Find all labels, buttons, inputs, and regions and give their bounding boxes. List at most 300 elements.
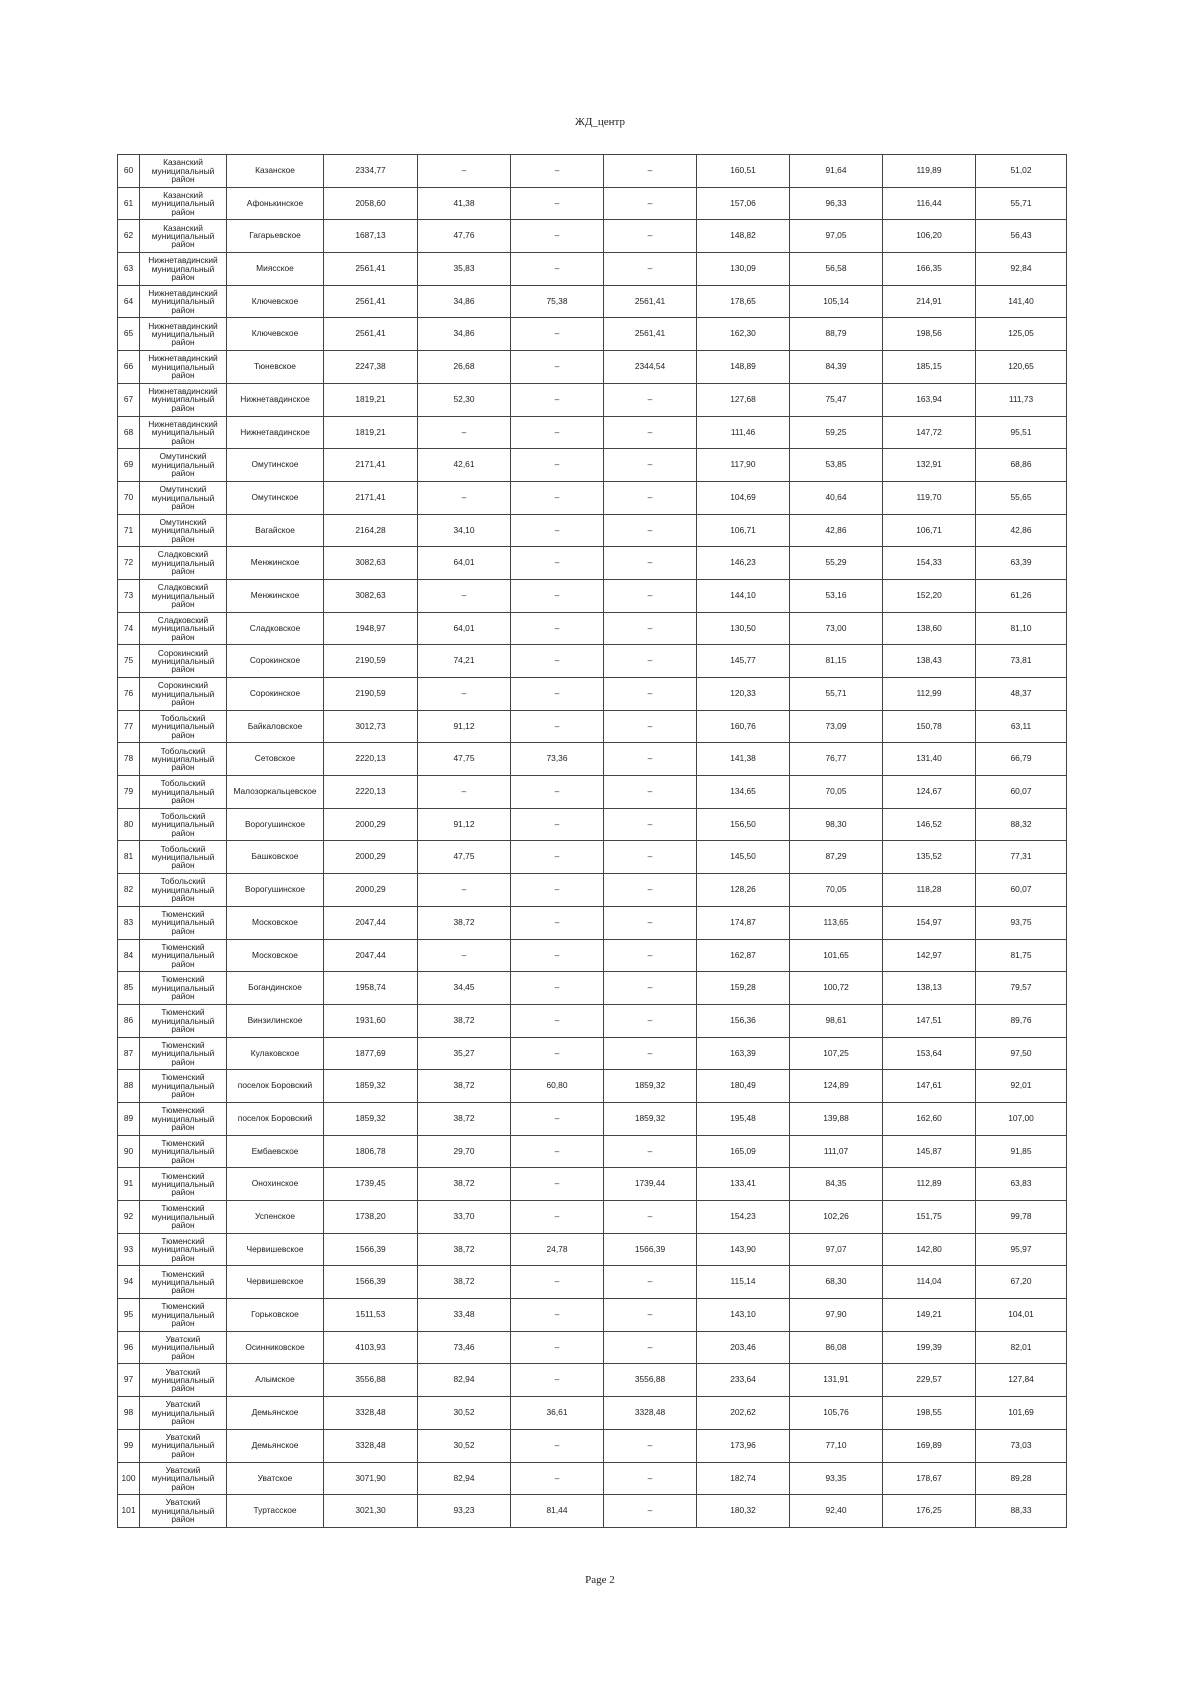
- value-cell: 101,69: [976, 1397, 1067, 1430]
- value-cell: –: [511, 220, 604, 253]
- value-cell: –: [511, 1135, 604, 1168]
- value-cell: –: [511, 710, 604, 743]
- value-cell: 115,14: [697, 1266, 790, 1299]
- row-number-cell: 88: [118, 1070, 140, 1103]
- value-cell: 143,10: [697, 1299, 790, 1332]
- value-cell: –: [511, 1429, 604, 1462]
- value-cell: 47,76: [418, 220, 511, 253]
- value-cell: 154,97: [883, 906, 976, 939]
- value-cell: 74,21: [418, 645, 511, 678]
- value-cell: 127,68: [697, 383, 790, 416]
- value-cell: 93,23: [418, 1495, 511, 1528]
- value-cell: 47,75: [418, 841, 511, 874]
- district-cell: Тюменский муниципальный район: [140, 1070, 227, 1103]
- value-cell: 2171,41: [324, 449, 418, 482]
- district-cell: Казанский муниципальный район: [140, 155, 227, 188]
- district-cell: Казанский муниципальный район: [140, 220, 227, 253]
- value-cell: 77,31: [976, 841, 1067, 874]
- value-cell: 132,91: [883, 449, 976, 482]
- row-number-cell: 95: [118, 1299, 140, 1332]
- value-cell: 42,86: [976, 514, 1067, 547]
- value-cell: 106,71: [697, 514, 790, 547]
- value-cell: 24,78: [511, 1233, 604, 1266]
- value-cell: 89,76: [976, 1004, 1067, 1037]
- value-cell: 1806,78: [324, 1135, 418, 1168]
- value-cell: 55,29: [790, 547, 883, 580]
- value-cell: 173,96: [697, 1429, 790, 1462]
- value-cell: 162,30: [697, 318, 790, 351]
- value-cell: 73,03: [976, 1429, 1067, 1462]
- value-cell: –: [604, 1037, 697, 1070]
- value-cell: 56,43: [976, 220, 1067, 253]
- row-number-cell: 79: [118, 776, 140, 809]
- settlement-cell: Менжинское: [227, 547, 324, 580]
- value-cell: 36,61: [511, 1397, 604, 1430]
- row-number-cell: 75: [118, 645, 140, 678]
- value-cell: 138,60: [883, 612, 976, 645]
- settlement-cell: Малозоркальцевское: [227, 776, 324, 809]
- value-cell: 81,10: [976, 612, 1067, 645]
- value-cell: 1566,39: [324, 1266, 418, 1299]
- district-cell: Тюменский муниципальный район: [140, 972, 227, 1005]
- value-cell: 113,65: [790, 906, 883, 939]
- value-cell: 149,21: [883, 1299, 976, 1332]
- row-number-cell: 99: [118, 1429, 140, 1462]
- value-cell: 67,20: [976, 1266, 1067, 1299]
- settlement-cell: Московское: [227, 906, 324, 939]
- value-cell: 91,85: [976, 1135, 1067, 1168]
- value-cell: –: [511, 253, 604, 286]
- value-cell: 82,94: [418, 1364, 511, 1397]
- row-number-cell: 98: [118, 1397, 140, 1430]
- value-cell: –: [418, 678, 511, 711]
- district-cell: Сорокинский муниципальный район: [140, 678, 227, 711]
- value-cell: –: [511, 547, 604, 580]
- row-number-cell: 93: [118, 1233, 140, 1266]
- value-cell: 33,70: [418, 1201, 511, 1234]
- value-cell: –: [418, 939, 511, 972]
- value-cell: –: [511, 514, 604, 547]
- value-cell: 88,79: [790, 318, 883, 351]
- settlement-cell: Нижнетавдинское: [227, 416, 324, 449]
- district-cell: Тюменский муниципальный район: [140, 1299, 227, 1332]
- value-cell: 1739,45: [324, 1168, 418, 1201]
- value-cell: 152,20: [883, 579, 976, 612]
- value-cell: –: [511, 383, 604, 416]
- value-cell: 38,72: [418, 1004, 511, 1037]
- value-cell: –: [604, 906, 697, 939]
- value-cell: 117,90: [697, 449, 790, 482]
- settlement-cell: Байкаловское: [227, 710, 324, 743]
- value-cell: 105,14: [790, 285, 883, 318]
- table-row: [118, 1397, 1067, 1430]
- value-cell: 156,50: [697, 808, 790, 841]
- value-cell: 73,36: [511, 743, 604, 776]
- district-cell: Нижнетавдинский муниципальный район: [140, 416, 227, 449]
- value-cell: 95,51: [976, 416, 1067, 449]
- value-cell: 29,70: [418, 1135, 511, 1168]
- district-cell: Тюменский муниципальный район: [140, 1233, 227, 1266]
- table-row: [118, 972, 1067, 1005]
- value-cell: –: [511, 645, 604, 678]
- table-row: [118, 416, 1067, 449]
- value-cell: –: [511, 1299, 604, 1332]
- value-cell: 34,45: [418, 972, 511, 1005]
- value-cell: –: [511, 1331, 604, 1364]
- row-number-cell: 81: [118, 841, 140, 874]
- value-cell: 38,72: [418, 1102, 511, 1135]
- row-number-cell: 78: [118, 743, 140, 776]
- value-cell: 233,64: [697, 1364, 790, 1397]
- value-cell: 60,80: [511, 1070, 604, 1103]
- value-cell: –: [604, 383, 697, 416]
- value-cell: 42,86: [790, 514, 883, 547]
- value-cell: 214,91: [883, 285, 976, 318]
- value-cell: 56,58: [790, 253, 883, 286]
- value-cell: 77,10: [790, 1429, 883, 1462]
- value-cell: 1931,60: [324, 1004, 418, 1037]
- settlement-cell: Алымское: [227, 1364, 324, 1397]
- value-cell: 52,30: [418, 383, 511, 416]
- value-cell: –: [511, 776, 604, 809]
- value-cell: 64,01: [418, 547, 511, 580]
- value-cell: 174,87: [697, 906, 790, 939]
- value-cell: 180,32: [697, 1495, 790, 1528]
- table-row: [118, 155, 1067, 188]
- value-cell: –: [604, 1331, 697, 1364]
- row-number-cell: 60: [118, 155, 140, 188]
- value-cell: 73,00: [790, 612, 883, 645]
- value-cell: 53,85: [790, 449, 883, 482]
- value-cell: 89,28: [976, 1462, 1067, 1495]
- district-cell: Тобольский муниципальный район: [140, 808, 227, 841]
- value-cell: 3328,48: [324, 1429, 418, 1462]
- value-cell: 176,25: [883, 1495, 976, 1528]
- value-cell: 120,33: [697, 678, 790, 711]
- value-cell: –: [604, 187, 697, 220]
- district-cell: Казанский муниципальный район: [140, 187, 227, 220]
- value-cell: 73,81: [976, 645, 1067, 678]
- value-cell: 73,46: [418, 1331, 511, 1364]
- table-row: [118, 187, 1067, 220]
- district-cell: Тюменский муниципальный район: [140, 939, 227, 972]
- value-cell: 1566,39: [604, 1233, 697, 1266]
- value-cell: 107,25: [790, 1037, 883, 1070]
- settlement-cell: поселок Боровский: [227, 1102, 324, 1135]
- value-cell: 76,77: [790, 743, 883, 776]
- value-cell: 97,90: [790, 1299, 883, 1332]
- value-cell: –: [604, 220, 697, 253]
- value-cell: –: [511, 155, 604, 188]
- value-cell: 124,67: [883, 776, 976, 809]
- value-cell: 153,64: [883, 1037, 976, 1070]
- district-cell: Сладковский муниципальный район: [140, 612, 227, 645]
- value-cell: 3012,73: [324, 710, 418, 743]
- settlement-cell: Демьянское: [227, 1397, 324, 1430]
- value-cell: 111,46: [697, 416, 790, 449]
- row-number-cell: 91: [118, 1168, 140, 1201]
- settlement-cell: Омутинское: [227, 449, 324, 482]
- table-row: [118, 906, 1067, 939]
- value-cell: 68,86: [976, 449, 1067, 482]
- value-cell: 63,83: [976, 1168, 1067, 1201]
- settlement-cell: Менжинское: [227, 579, 324, 612]
- value-cell: 81,44: [511, 1495, 604, 1528]
- value-cell: 55,65: [976, 481, 1067, 514]
- district-cell: Тобольский муниципальный район: [140, 874, 227, 907]
- value-cell: 160,51: [697, 155, 790, 188]
- value-cell: 130,09: [697, 253, 790, 286]
- district-cell: Тюменский муниципальный район: [140, 1102, 227, 1135]
- value-cell: 150,78: [883, 710, 976, 743]
- value-cell: –: [604, 1429, 697, 1462]
- value-cell: 159,28: [697, 972, 790, 1005]
- value-cell: 128,26: [697, 874, 790, 907]
- settlement-cell: Сорокинское: [227, 678, 324, 711]
- table-row: [118, 1364, 1067, 1397]
- row-number-cell: 68: [118, 416, 140, 449]
- value-cell: 81,75: [976, 939, 1067, 972]
- value-cell: 130,50: [697, 612, 790, 645]
- value-cell: 51,02: [976, 155, 1067, 188]
- value-cell: –: [604, 1201, 697, 1234]
- value-cell: –: [511, 318, 604, 351]
- row-number-cell: 87: [118, 1037, 140, 1070]
- value-cell: –: [604, 808, 697, 841]
- district-cell: Уватский муниципальный район: [140, 1364, 227, 1397]
- table-row: [118, 1135, 1067, 1168]
- value-cell: 91,12: [418, 710, 511, 743]
- value-cell: 124,89: [790, 1070, 883, 1103]
- value-cell: 2220,13: [324, 743, 418, 776]
- value-cell: 3556,88: [324, 1364, 418, 1397]
- value-cell: 1739,44: [604, 1168, 697, 1201]
- value-cell: 229,57: [883, 1364, 976, 1397]
- value-cell: 38,72: [418, 906, 511, 939]
- value-cell: –: [604, 710, 697, 743]
- value-cell: –: [511, 1037, 604, 1070]
- row-number-cell: 84: [118, 939, 140, 972]
- settlement-cell: Червишевское: [227, 1266, 324, 1299]
- value-cell: 1958,74: [324, 972, 418, 1005]
- value-cell: 79,57: [976, 972, 1067, 1005]
- settlement-cell: Ключевское: [227, 318, 324, 351]
- value-cell: 82,01: [976, 1331, 1067, 1364]
- district-cell: Нижнетавдинский муниципальный район: [140, 318, 227, 351]
- value-cell: 26,68: [418, 351, 511, 384]
- value-cell: –: [604, 155, 697, 188]
- value-cell: 135,52: [883, 841, 976, 874]
- value-cell: –: [511, 808, 604, 841]
- district-cell: Омутинский муниципальный район: [140, 514, 227, 547]
- settlement-cell: Тюневское: [227, 351, 324, 384]
- table-row: [118, 1233, 1067, 1266]
- value-cell: –: [511, 906, 604, 939]
- value-cell: 35,83: [418, 253, 511, 286]
- value-cell: 63,11: [976, 710, 1067, 743]
- value-cell: 182,74: [697, 1462, 790, 1495]
- settlement-cell: Онохинское: [227, 1168, 324, 1201]
- row-number-cell: 100: [118, 1462, 140, 1495]
- row-number-cell: 89: [118, 1102, 140, 1135]
- value-cell: 97,07: [790, 1233, 883, 1266]
- table-row: [118, 1168, 1067, 1201]
- settlement-cell: Винзилинское: [227, 1004, 324, 1037]
- value-cell: 2171,41: [324, 481, 418, 514]
- settlement-cell: Демьянское: [227, 1429, 324, 1462]
- table-row: [118, 383, 1067, 416]
- district-cell: Тобольский муниципальный район: [140, 743, 227, 776]
- value-cell: 185,15: [883, 351, 976, 384]
- value-cell: 131,91: [790, 1364, 883, 1397]
- value-cell: 1819,21: [324, 416, 418, 449]
- value-cell: 141,38: [697, 743, 790, 776]
- settlement-cell: Сладковское: [227, 612, 324, 645]
- value-cell: –: [604, 1299, 697, 1332]
- table-row: [118, 318, 1067, 351]
- value-cell: 2561,41: [324, 253, 418, 286]
- value-cell: –: [418, 579, 511, 612]
- value-cell: 98,30: [790, 808, 883, 841]
- value-cell: –: [511, 841, 604, 874]
- value-cell: 42,61: [418, 449, 511, 482]
- value-cell: 3328,48: [324, 1397, 418, 1430]
- value-cell: 61,26: [976, 579, 1067, 612]
- district-cell: Нижнетавдинский муниципальный район: [140, 351, 227, 384]
- district-cell: Нижнетавдинский муниципальный район: [140, 285, 227, 318]
- district-cell: Тюменский муниципальный район: [140, 906, 227, 939]
- row-number-cell: 71: [118, 514, 140, 547]
- value-cell: 40,64: [790, 481, 883, 514]
- value-cell: 163,39: [697, 1037, 790, 1070]
- table-row: [118, 1331, 1067, 1364]
- value-cell: 107,00: [976, 1102, 1067, 1135]
- district-cell: Тюменский муниципальный район: [140, 1037, 227, 1070]
- value-cell: 3021,30: [324, 1495, 418, 1528]
- value-cell: –: [604, 579, 697, 612]
- row-number-cell: 61: [118, 187, 140, 220]
- value-cell: –: [511, 1004, 604, 1037]
- row-number-cell: 86: [118, 1004, 140, 1037]
- value-cell: 163,94: [883, 383, 976, 416]
- settlement-cell: Успенское: [227, 1201, 324, 1234]
- value-cell: 106,20: [883, 220, 976, 253]
- table-row: [118, 1102, 1067, 1135]
- value-cell: –: [604, 449, 697, 482]
- table-row: [118, 285, 1067, 318]
- value-cell: –: [418, 416, 511, 449]
- value-cell: 98,61: [790, 1004, 883, 1037]
- row-number-cell: 73: [118, 579, 140, 612]
- value-cell: 1687,13: [324, 220, 418, 253]
- row-number-cell: 92: [118, 1201, 140, 1234]
- table-body: [118, 155, 1067, 1528]
- settlement-cell: Уватское: [227, 1462, 324, 1495]
- value-cell: 2344,54: [604, 351, 697, 384]
- value-cell: 2561,41: [604, 285, 697, 318]
- row-number-cell: 65: [118, 318, 140, 351]
- row-number-cell: 85: [118, 972, 140, 1005]
- value-cell: –: [511, 1266, 604, 1299]
- value-cell: 139,88: [790, 1102, 883, 1135]
- settlement-cell: поселок Боровский: [227, 1070, 324, 1103]
- row-number-cell: 80: [118, 808, 140, 841]
- value-cell: –: [511, 1201, 604, 1234]
- table-row: [118, 1004, 1067, 1037]
- value-cell: –: [604, 972, 697, 1005]
- value-cell: 60,07: [976, 874, 1067, 907]
- row-number-cell: 96: [118, 1331, 140, 1364]
- value-cell: 202,62: [697, 1397, 790, 1430]
- table-row: [118, 808, 1067, 841]
- table-row: [118, 939, 1067, 972]
- value-cell: 93,35: [790, 1462, 883, 1495]
- settlement-cell: Московское: [227, 939, 324, 972]
- table-row: [118, 678, 1067, 711]
- settlement-cell: Башковское: [227, 841, 324, 874]
- table-row: [118, 1201, 1067, 1234]
- value-cell: 2220,13: [324, 776, 418, 809]
- value-cell: 127,84: [976, 1364, 1067, 1397]
- value-cell: 120,65: [976, 351, 1067, 384]
- value-cell: 203,46: [697, 1331, 790, 1364]
- settlement-cell: Осинниковское: [227, 1331, 324, 1364]
- row-number-cell: 94: [118, 1266, 140, 1299]
- district-cell: Тюменский муниципальный район: [140, 1135, 227, 1168]
- table-row: [118, 874, 1067, 907]
- value-cell: 96,33: [790, 187, 883, 220]
- value-cell: –: [604, 1004, 697, 1037]
- value-cell: –: [418, 481, 511, 514]
- value-cell: 75,47: [790, 383, 883, 416]
- value-cell: –: [604, 776, 697, 809]
- value-cell: 3071,90: [324, 1462, 418, 1495]
- value-cell: 144,10: [697, 579, 790, 612]
- value-cell: –: [511, 939, 604, 972]
- value-cell: 178,67: [883, 1462, 976, 1495]
- district-cell: Уватский муниципальный район: [140, 1495, 227, 1528]
- value-cell: 169,89: [883, 1429, 976, 1462]
- value-cell: 138,13: [883, 972, 976, 1005]
- row-number-cell: 76: [118, 678, 140, 711]
- value-cell: 2000,29: [324, 808, 418, 841]
- value-cell: –: [604, 743, 697, 776]
- value-cell: 146,52: [883, 808, 976, 841]
- district-cell: Тобольский муниципальный район: [140, 776, 227, 809]
- value-cell: 147,72: [883, 416, 976, 449]
- value-cell: 104,01: [976, 1299, 1067, 1332]
- table-row: [118, 743, 1067, 776]
- value-cell: –: [604, 416, 697, 449]
- value-cell: 35,27: [418, 1037, 511, 1070]
- district-cell: Сорокинский муниципальный район: [140, 645, 227, 678]
- row-number-cell: 67: [118, 383, 140, 416]
- value-cell: 138,43: [883, 645, 976, 678]
- table-row: [118, 579, 1067, 612]
- table-row: [118, 449, 1067, 482]
- value-cell: 48,37: [976, 678, 1067, 711]
- value-cell: 2047,44: [324, 906, 418, 939]
- value-cell: 2164,28: [324, 514, 418, 547]
- value-cell: 1859,32: [604, 1070, 697, 1103]
- value-cell: 2000,29: [324, 874, 418, 907]
- value-cell: 2561,41: [604, 318, 697, 351]
- value-cell: 154,23: [697, 1201, 790, 1234]
- value-cell: 34,10: [418, 514, 511, 547]
- value-cell: –: [418, 874, 511, 907]
- value-cell: 2334,77: [324, 155, 418, 188]
- value-cell: 118,28: [883, 874, 976, 907]
